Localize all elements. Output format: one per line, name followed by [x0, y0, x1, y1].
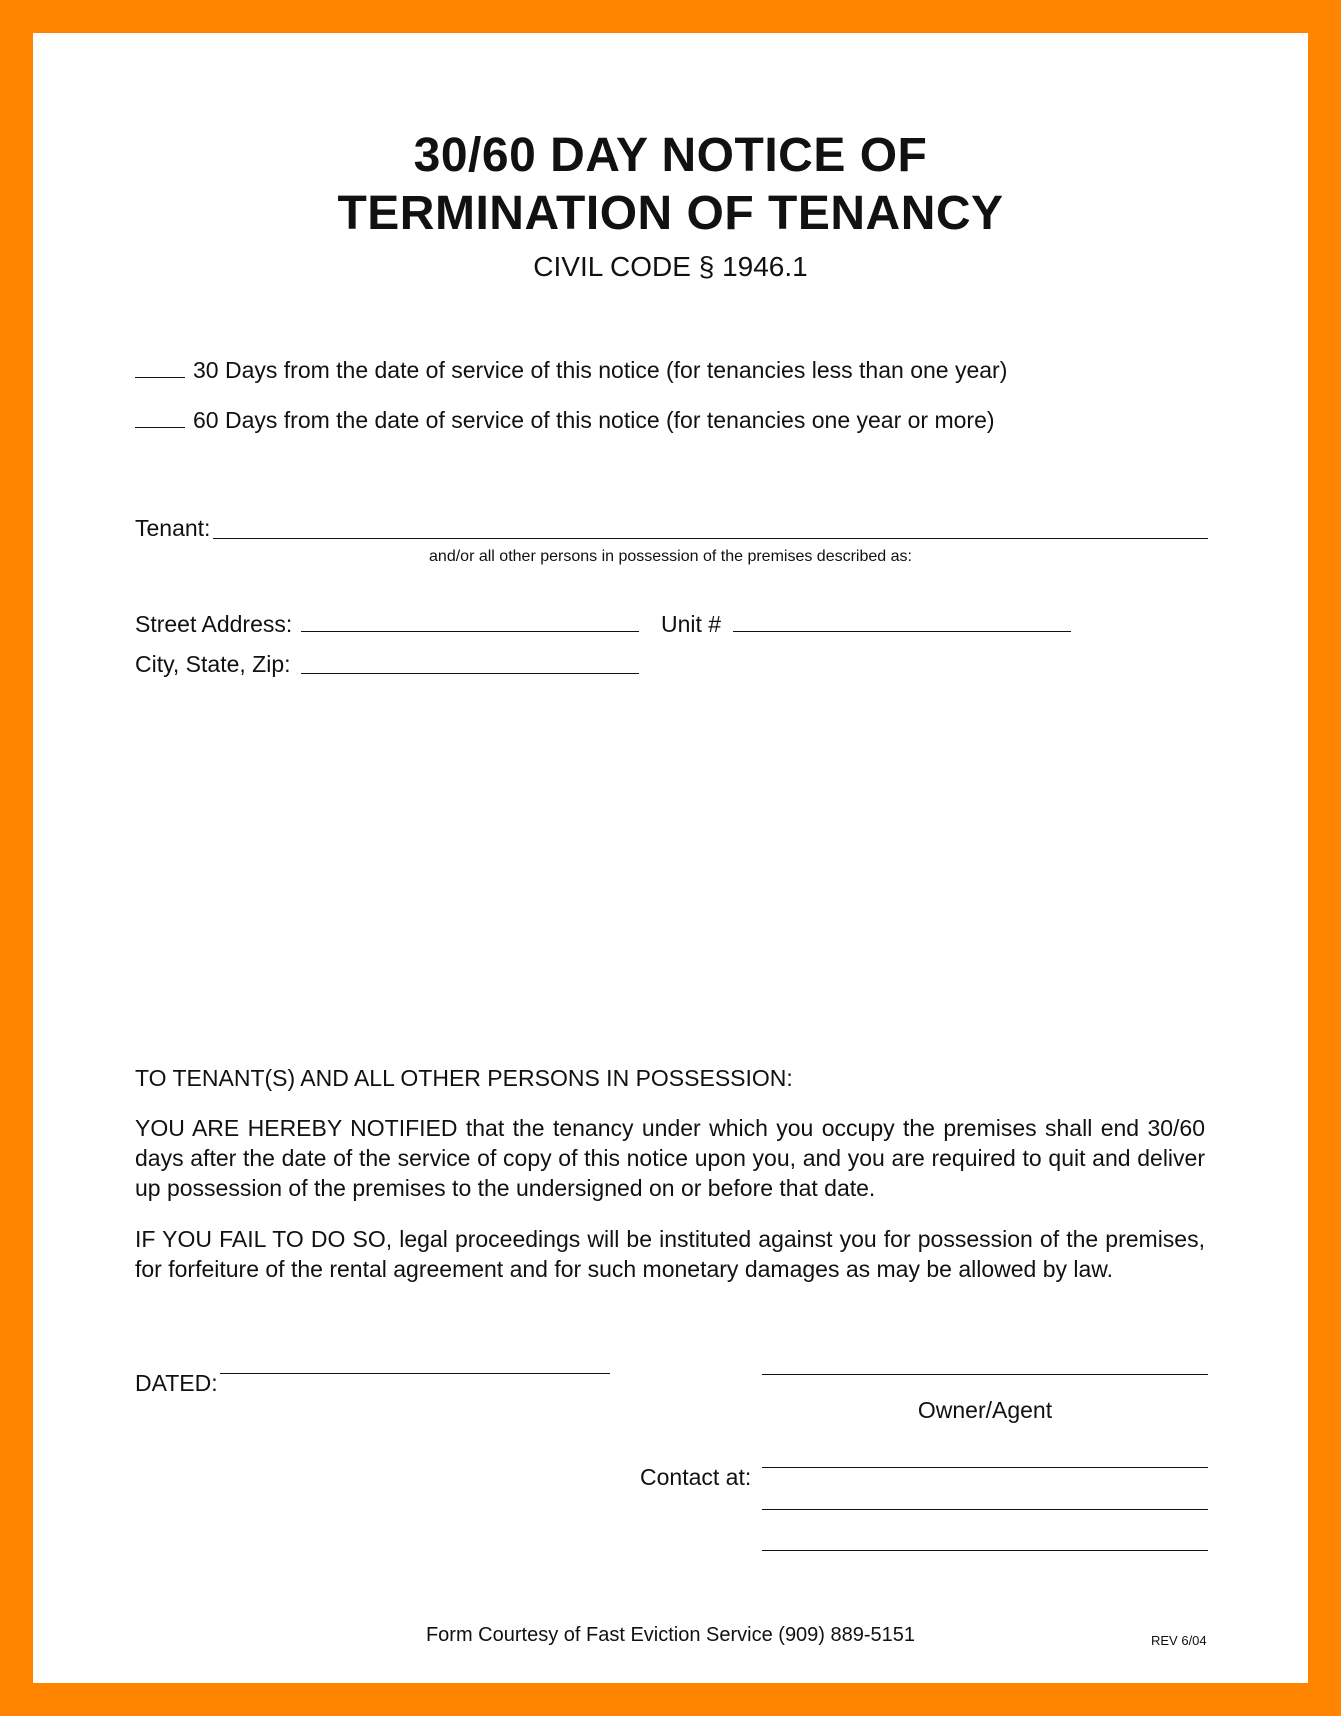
civil-code-subtitle: CIVIL CODE § 1946.1 [533, 251, 808, 282]
option-30-days [135, 356, 1007, 384]
street-address-label: Street Address: [135, 611, 293, 637]
option-60-text: 60 Days from the date of service of this notice (for tenancies one year or more) [193, 407, 995, 433]
tenant-label: Tenant: [135, 515, 211, 541]
city-state-zip-field[interactable] [301, 673, 639, 674]
street-address-field[interactable] [301, 631, 639, 632]
option-60-days [135, 406, 995, 434]
tenant-field[interactable] [213, 538, 1208, 539]
title-line-2: TERMINATION OF TENANCY [337, 187, 1004, 240]
owner-agent-signature-field[interactable] [762, 1374, 1208, 1375]
dated-field[interactable] [220, 1373, 610, 1374]
contact-line-2[interactable] [762, 1509, 1208, 1510]
unit-field[interactable] [733, 631, 1071, 632]
owner-agent-label: Owner/Agent [917, 1397, 1053, 1423]
footer-credit: Form Courtesy of Fast Eviction Service (909) 889-5151 [425, 1624, 916, 1646]
contact-label: Contact at: [640, 1464, 752, 1490]
revision-code: REV 6/04 [1151, 1633, 1207, 1648]
notice-form-page [33, 33, 1308, 1683]
option-30-text: 30 Days from the date of service of this notice (for tenancies less than one year) [193, 357, 1008, 383]
notice-paragraph-2: IF YOU FAIL TO DO SO, legal proceedings will be instituted against you for possession of the premises, for forfeiture of the rental agreement and for such monetary damages as may be allowed by law. [135, 1226, 1205, 1282]
tenant-note: and/or all other persons in possession of the premises described as: [429, 548, 912, 565]
title-line-1: 30/60 DAY NOTICE OF [413, 129, 928, 182]
dated-label: DATED: [135, 1370, 218, 1396]
option-30-blank[interactable] [135, 357, 185, 378]
contact-line-3[interactable] [762, 1550, 1208, 1551]
notice-paragraph-1: YOU ARE HEREBY NOTIFIED that the tenancy under which you occupy the premises shall end 30/60 days after the date of the service of copy of this notice upon you, and you are required to quit and deliver up possession of the premises to the undersigned on or before that date. [135, 1115, 1205, 1201]
unit-label: Unit # [661, 611, 722, 637]
contact-line-1[interactable] [762, 1467, 1208, 1468]
city-state-zip-label: City, State, Zip: [135, 651, 291, 677]
salutation: TO TENANT(S) AND ALL OTHER PERSONS IN POSSESSION: [135, 1065, 793, 1091]
option-60-blank[interactable] [135, 407, 185, 428]
